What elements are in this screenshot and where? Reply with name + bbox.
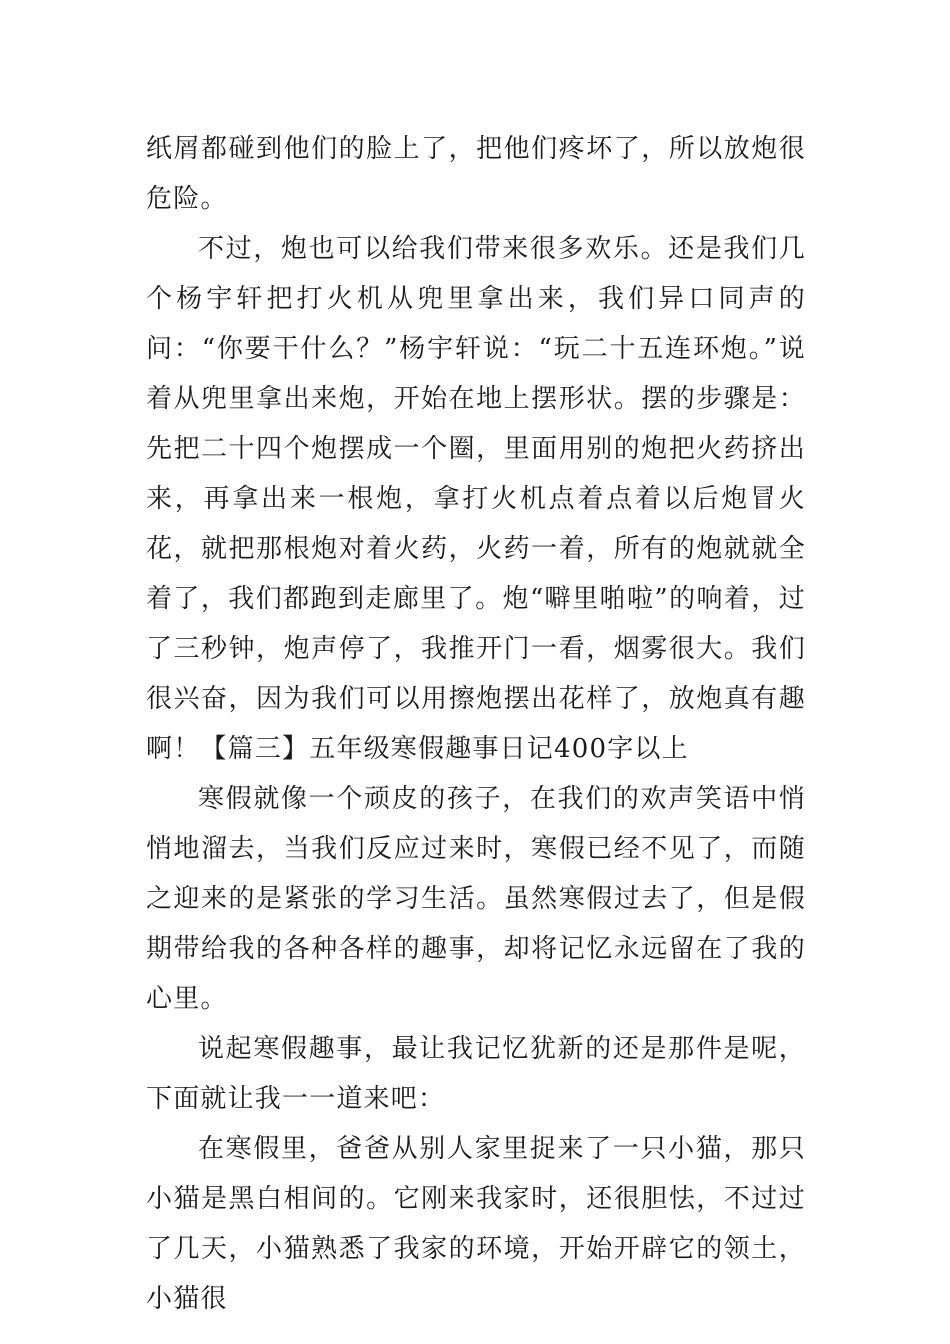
paragraph-3: 寒假就像一个顽皮的孩子，在我们的欢声笑语中悄悄地溜去，当我们反应过来时，寒假已经不见了，而随之迎来的是紧张的学习生活。虽然寒假过去了，但是假期带给我的各种各样的趣事，却将记忆永远留在了我的心里。 [146,784,806,1014]
paragraph-1: 纸屑都碰到他们的脸上了，把他们疼坏了，所以放炮很危险。 [146,134,806,214]
paragraph-2: 不过，炮也可以给我们带来很多欢乐。还是我们几个杨宇轩把打火机从兜里拿出来，我们异口同声的问：“你要干什么？”杨宇轩说：“玩二十五连环炮。”说着从兜里拿出来炮，开始在地上摆形状。摆的步骤是：先把二十四个炮摆成一个圈，里面用别的炮把火药挤出来，再拿出来一根炮，拿打火机点着点着以后炮冒火花，就把那根炮对着火药，火药一着，所有的炮就就全着了，我们都跑到走廊里了。炮“噼里啪啦”的响着，过了三秒钟，炮声停了，我推开门一看，烟雾很大。我们很兴奋，因为我们可以用擦炮摆出花样了，放炮真有趣啊！【篇三】五年级寒假趣事日记400字以上 [146,234,806,764]
document-page [146,124,806,1324]
paragraph-4: 说起寒假趣事，最让我记忆犹新的还是那件是呢，下面就让我一一道来吧： [146,1034,806,1114]
paragraph-5: 在寒假里，爸爸从别人家里捉来了一只小猫，那只小猫是黑白相间的。它刚来我家时，还很胆怯，不过过了几天，小猫熟悉了我家的环境，开始开辟它的领土，小猫很 [146,1134,806,1314]
